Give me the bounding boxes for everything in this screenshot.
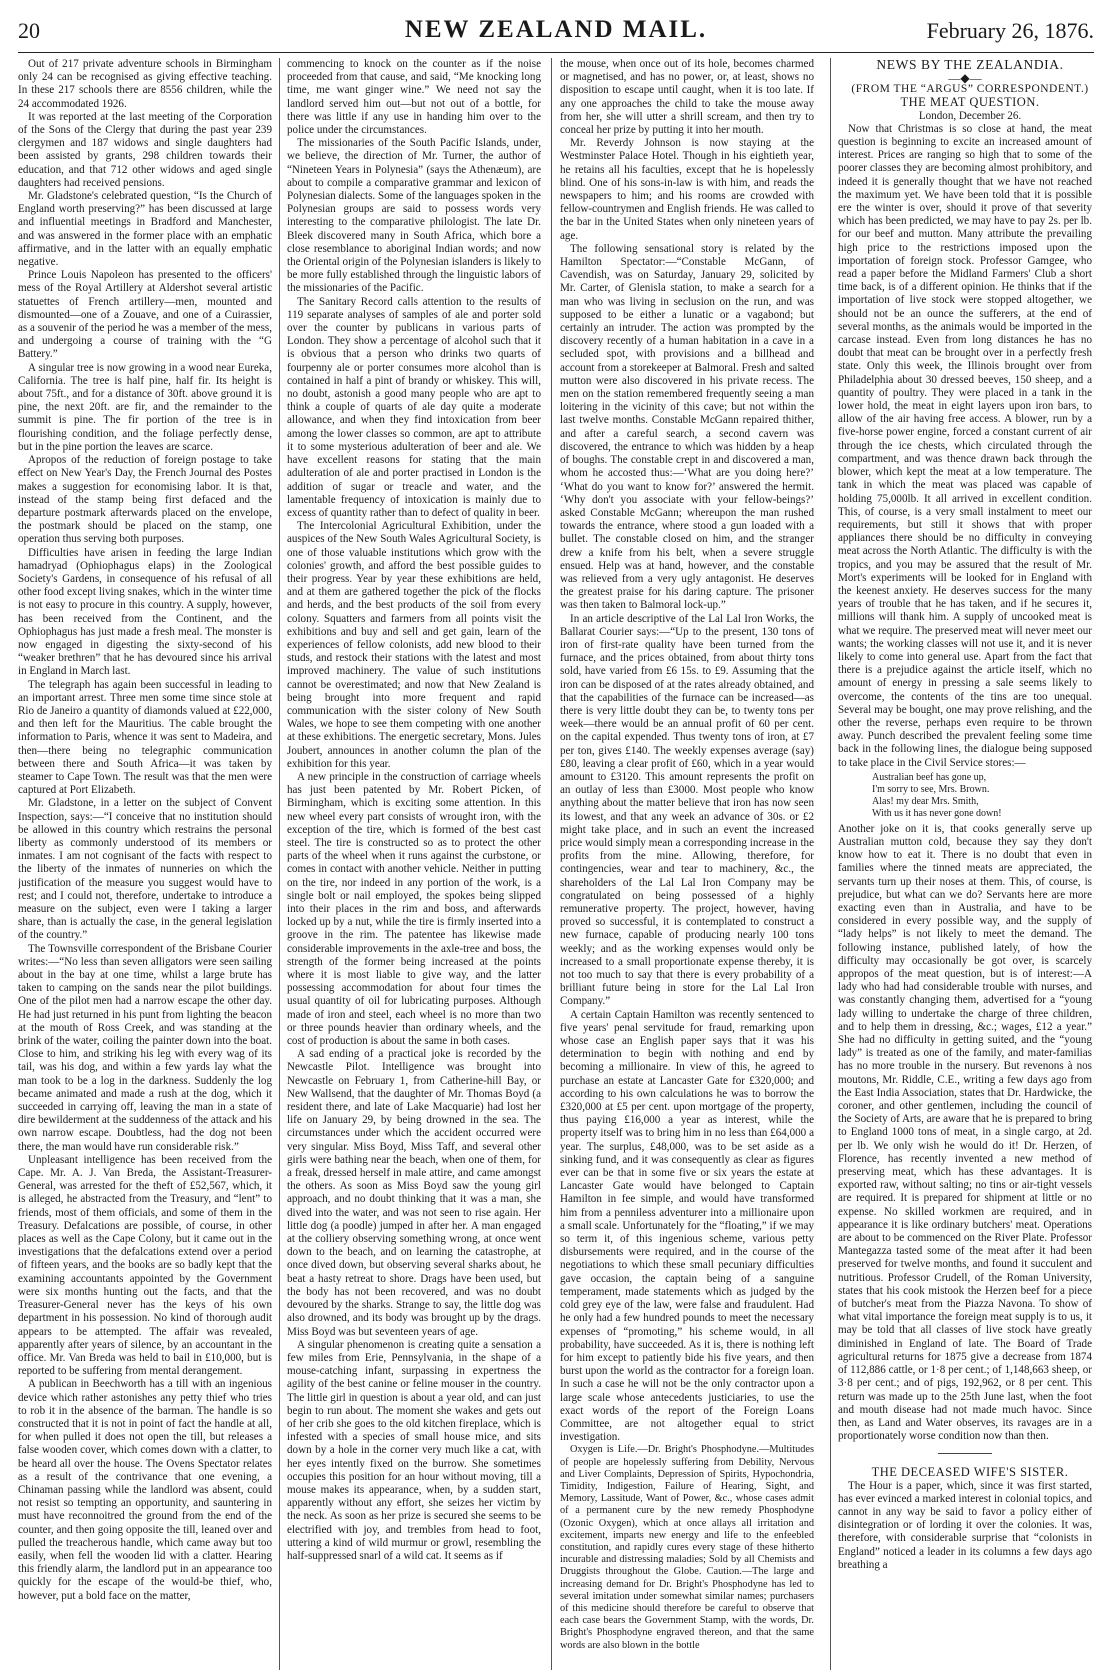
dateline: London, December 26. (918, 109, 1022, 122)
article-paragraph: Mr. Gladstone, in a letter on the subject of Convent Inspection, says:—“I conceive that no institution should be allowed in this country which restrains the personal liberty as commonly understood of its members or inmates. I am not cognisant of the facts with respect to the liberty of the inmates of nunneries on which the justification of the measure you suggest would have to rest; and I could not, therefore, undertake to introduce a measure on the subject, even were I taking a larger share, than is actually the case, in the general legislation of the country.” (18, 797, 272, 942)
article-paragraph: commencing to knock on the counter as if the noise proceeded from that cause, and said, “Me knocking long time, me want ginger wine.” We need not say the landlord served him out—but not out of a bottle, for there was little if any use in handing him over to the police under the circumstances. (287, 58, 541, 137)
column-1 (18, 58, 272, 1670)
article-paragraph: The missionaries of the South Pacific Islands, under, we believe, the direction of Mr. Turner, the author of “Nineteen Years in Polynesia” (says the Athenæum), are about to compile a comparative grammar and lexicon of Polynesian dialects. Some of the languages spoken in the Polynesian groups are said to possess words very interesting to the comparative philologist. The late Dr. Bleek discovered many in South Africa, which bore a close resemblance to aboriginal Indian words; and now the Oriental origin of the Polynesian islanders is likely to be more fully established through the linguistic labors of the missionaries of the Pacific. (287, 137, 541, 295)
advertisement: Oxygen is Life.—Dr. Bright's Phosphodyne.—Multitudes of people are hopelessly suffering from Debility, Nervous and Liver Complaints, Depression of Spirits, Hypochondria, Timidity, Indigestion, Failure of Hearing, Sight, and Memory, Lassitude, Want of Power, &c., whose cases admit of a permanent cure by the new remedy Phosphodyne (Ozonic Oxygen), which at once allays all irritation and excitement, imparts new energy and life to the enfeebled constitution, and rapidly cures every stage of these hitherto incurable and distressing maladies; Sold by all Chemists and Druggists throughout the Globe. Caution.—The large and increasing demand for Dr. Bright's Phosphodyne has led to several imitation under somewhat similar names; purchasers of this medicine should therefore be careful to observe that each case bears the Government Stamp, with the words, Dr. Bright's Phosphodyne engraved thereon, and that the same words are also blown in the bottle (560, 1444, 814, 1651)
article-paragraph: Unpleasant intelligence has been received from the Cape. Mr. A. J. Van Breda, the Assistant-Treasurer-General, was arrested for the theft of £52,567, which, it is alleged, he abstracted from the Treasury, and “lent” to friends, most of them officials, and some of them in the Treasury. Defalcations are possible, of course, in other places as well as the Cape Colony, but it came out in the investigations that the defalcations extend over a period of fifteen years, and the books are so badly kept that the examining accountants appointed by the Government were six months hunting out the facts, and that the Treasurer-General never has the keys of his own department in his possession. No kind of thorough audit appears to be attempted. The affair was revealed, apparently after years of silence, by an accountant in the office. Mr. Van Breda was held to bail in £10,000, but is reported to be suffering from mental derangement. (18, 1153, 272, 1378)
column-rule (279, 58, 280, 1670)
article-paragraph: Apropos of the reduction of foreign postage to take effect on New Year's Day, the French Journal des Postes makes a suggestion for economising labor. It is that, instead of the stamp being first defaced and the departure postmark afterwards placed on the envelope, the postmark should be placed on the stamp, one operation thus serving both purposes. (18, 454, 272, 546)
verse-line: Alas! my dear Mrs. Smith, (872, 795, 979, 807)
newspaper-title: NEW ZEALAND MAIL. (404, 16, 708, 43)
verse-line: With us it has never gone down! (872, 807, 1002, 819)
article-paragraph: Now that Christmas is so close at hand, the meat question is beginning to excite an increased amount of interest. Prices are ranging so high that to some of the poorer classes they are becoming almost prohibitory, and indeed it is generally thought that we have not reached the maximum yet. We have been told that it is possible ere the winter is over, should it prove of that severity which has been predicted, we may have to pay 2s. per lb. for our beef and mutton. Many attribute the prevailing high price to the restrictions imposed upon the importation of foreign stock. Professor Gamgee, who read a paper before the Midland Farmers' Club a short time back, is of a different opinion. He thinks that if the importation of live stock were stopped altogether, we should not be an ounce the sufferers, at the end of several months, as the animals would be imported in the carcase instead. Even from long distances he has no doubt that meat can be brought over in a perfectly fresh state. Only this week, the Illinois brought over from Philadelphia about 30 dressed beeves, 150 sheep, and a quantity of poultry. They were placed in a tank in the lower hold, the meat in eight layers upon iron bars, to allow of the air having free access. A blower, run by a five-horse power engine, forced a constant current of air through the ice chests, which circulated through the compartment, and was thence drawn back through the blower, which kept the meat at a low temperature. The tank in which the meat was placed was capable of holding 75,000lb. It all arrived in excellent condition. This, of course, is a very small instalment to meet our requirements, but still it shows that with proper appliances there should be no difficulty in conveying meat across the North Atlantic. The difficulty is with the tropics, and you may be assured that the result of Mr. Mort's experiments will be looked for in England with the keenest anxiety. He deserves success for the many years of trouble that he has taken, and if he secures it, millions will thank him. A supply of uncooked meat is what we require. The preserved meat will never meet our wants; the working classes will not use it, and it is never likely to come into general use. Apart from the fact that there is a prejudice against the article itself, which no amount of energy in pressing a sale seems likely to overcome, the contents of the tins are too unequal. Several may be bought, one may prove relishing, and the other the reverse, perhaps even require to be thrown away. Punch described the prevalent feeling some time back in the following lines, the dialogue being supposed to take place in the Civil Service stores:— (838, 122, 1092, 769)
page-number: 20 (18, 18, 40, 43)
article-paragraph: Mr. Gladstone's celebrated question, “Is the Church of England worth preserving?” has been discussed at large and influential meetings in Bradford and Manchester, and was answered in the former place with an emphatic affirmative, and in the latter with an equally emphatic negative. (18, 190, 272, 269)
column-rule (551, 58, 552, 1670)
column-3 (560, 58, 814, 1670)
byline: (FROM THE “ARGUS” CORRESPONDENT.) (851, 83, 1089, 96)
article-paragraph: Prince Louis Napoleon has presented to the officers' mess of the Royal Artillery at Aldershot several artistic statuettes of French artillery—men, mounted and dismounted—one of a Zouave, and one of a Cuirassier, as a souvenir of the period he was a member of the mess, and undergoing a course of training with the “G Battery.” (18, 269, 272, 361)
article-paragraph: The following sensational story is related by the Hamilton Spectator:—“Constable McGann, of Cavendish, was on Saturday, January 29, solicited by Mr. Carter, of Glenisla station, to make a search for a man who was living in seclusion on the run, and was supposed to be either a lunatic or a vagabond; but certainly an intruder. The action was prompted by the discovery recently of a human habitation in a cave in a secluded spot, with provisions and a billhead and account from a storekeeper at Balmoral. Fresh and salted mutton were also discovered in his private recess. The men on the station remembered frequently seeing a man loitering in the vicinity of this cave; but not within the last twelve months. Constable McGann repaired thither, and after a careful search, a second cavern was discovered, the entrance to which was hidden by a heap of boughs. The constable crept in and discovered a man, whom he accosted thus:—‘What are you doing here?’ ‘What do you want to know for?’ answered the hermit. ‘Why don't you associate with your fellow-beings?’ asked Constable McGann; whereupon the man rushed towards the entrance, where stood a gun loaded with a bullet. The constable closed on him, and the stranger drew a knife from his belt, when a severe struggle ensued. Help was at hand, however, and the constable was relieved from a very ugly antagonist. He deserves the greatest praise for his daring capture. The prisoner was then taken to Balmoral lock-up.” (560, 242, 814, 612)
section-headline: NEWS BY THE ZEALANDIA. (876, 58, 1064, 72)
verse-line: I'm sorry to see, Mrs. Brown. (872, 783, 990, 795)
article-paragraph: The Townsville correspondent of the Brisbane Courier writes:—“No less than seven alligators were seen sailing about in the bay at one time, whilst a large brute has taken to camping on the sands near the pilot buildings. One of the pilot men had a narrow escape the other day. He had just returned in his punt from lighting the beacon at the mouth of Ross Creek, and was standing at the brink of the water, coiling the painter down into the boat. Close to him, and striking his leg with every wag of its tail, was his dog, and within a few yards lay what the man took to be a log in the darkness. Suddenly the log became animated and made a rush at the dog, which it succeeded in carrying off, leaving the man in a state of dire bewilderment at the suddenness of the attack and his own narrow escape. Doubtless, had the dog not been there, the man would have run considerable risk.” (18, 942, 272, 1153)
verse (838, 772, 1092, 820)
article-paragraph: The Intercolonial Agricultural Exhibition, under the auspices of the New South Wales Agricultural Society, is one of those valuable institutions which grow with the colonies' growth, and afford the best possible guides to their progress. Year by year these exhibitions are held, and at them are gathered together the pick of the flocks and herds, and the best products of the soil from every colony. Squatters and farmers from all points visit the exhibitions and buy and sell and get gain, learn of the experiences of fellow colonists, add new blood to their studs, and restock their stations with the latest and most improved machinery. The value of such institutions cannot be overestimated; and now that New Zealand is being brought into more frequent and rapid communication with the sister colony of New South Wales, we hope to see them competing with one another at these exhibitions. The energetic secretary, Mons. Jules Joubert, announces in another column the plan of the exhibition for this year. (287, 520, 541, 770)
section-divider (938, 1453, 992, 1454)
masthead (18, 12, 1094, 53)
article-paragraph: Mr. Reverdy Johnson is now staying at the Westminster Palace Hotel. Though in his eightieth year, he retains all his faculties, except that he is hopelessly blind. One of his sons-in-law is with him, and reads the newspapers to him; and his rooms are crowded with fellow-countrymen and English friends. He was called to the bar in the United States when only nineteen years of age. (560, 137, 814, 242)
article-paragraph: Another joke on it is, that cooks generally serve up Australian mutton cold, because they say they don't know how to eat it. There is no doubt that even in families where the tinned meats are appreciated, the servants turn up their noses at them. This, of course, is prejudice, but what can we do? Servants here are more exacting even than in Australia, and have to be considered in every possible way, and the supply of “lady helps” is not likely to meet the demand. The following instance, published lately, of how the difficulty may occasionally be got over, is scarcely appropos of the meat question, but is of interest:—A lady who had had considerable trouble with nurses, and was constantly changing them, advertised for a “young lady willing to undertake the charge of three children, and to help them in dressing, &c.; wages, £12 a year.” She had no difficulty in getting suited, and the “young lady” is treated as one of the family, and mater-familias has no more trouble in the nursery. But revenons à nos moutons, Mr. Riddle, C.E., writing a few days ago from the East India Association, states that Dr. Hardwicke, the coroner, and other gentlemen, including the council of the Society of Arts, are aware that he is prepared to bring to England 1000 tons of meat, in a single cargo, at 2d. per lb. We only wish he would do it! Dr. Herzen, of Florence, has recently invented a new method of preserving meat, which has these advantages. It is exported raw, without salting; no tins or air-tight vessels are required. It is prepared for shipment at little or no expense. No skilled workmen are required, and in appearance it is like ordinary butchers' meat. Operations are about to be commenced on the River Plate. Professor Mantegazza tasted some of the meat after it had been preserved for twelve months, and found it succulent and nutritious. Professor Crudell, of the Roman University, states that his cook mistook the Herzen beef for a piece of butcher's meat from the Piazza Navona. To show of what vital importance the foreign meat supply is to us, it may be told that all classes of live stock have greatly diminished in England of late. The Board of Trade agricultural returns for 1875 give a decrease from 1874 of 112,886 cattle, or 1·8 per cent.; of 1,148,663 sheep, or 3·8 per cent.; and of pigs, 192,962, or 8 per cent. This return was made up to the 25th June last, when the foot and mouth disease had not made much havoc. Since then, as Land and Water observes, its ravages are in a proportionately worse condition now than then. (838, 822, 1092, 1443)
issue-date: February 26, 1876. (926, 18, 1094, 43)
article-paragraph: The telegraph has again been successful in leading to an important arrest. Three men some time since stole at Rio de Janeiro a quantity of diamonds valued at £22,000, and then left for the Mauritius. The cable brought the information to Paris, whence it was sent to Madeira, and then—there being no telegraphic communication between there and South Africa—it was taken by steamer to Cape Town. The result was that the men were captured at Port Elizabeth. (18, 678, 272, 797)
article-paragraph: A singular phenomenon is creating quite a sensation a few miles from Erie, Pennsylvania, in the shape of a mouse-catching infant, surpassing in expertness the agility of the best canine or feline mouser in the country. The little girl in question is about a year old, and can just begin to run about. The moment she wakes and gets out of her crib she goes to the old kitchen fireplace, which is infested with a species of small house mice, and sits down by a hole in the corner very much like a cat, with her eyes intently fixed on the burrow. She sometimes occupies this position for an hour without moving, till a mouse makes its appearance, when, by a sudden start, apparently without any effort, she seizes her victim by the neck. As soon as her prize is secured she seems to be electrified with joy, and trembles from head to foot, uttering a kind of wild murmur or growl, resembling the half-suppressed snarl of a wild cat. It seems as if (287, 1338, 541, 1562)
article-paragraph: A publican in Beechworth has a till with an ingenious device which rather astonishes any petty thief who tries to rob it in the absence of the barman. The handle is so constructed that it is not in point of fact the handle at all, for when pulled it does not open the till, but releases a false wooden cover, which comes down with a clatter, to be heard all over the house. The Ovens Spectator relates as a result of the contrivance that one evening, a Chinaman passing while the landlord was absent, could not resist so tempting an opportunity, and sauntering in must have reconnoitred the ground from the end of the counter, and then going opposite the till, leaned over and pulled the treacherous handle, which came away but too easily, when fell the wooden lid with a clatter. Hearing this friendly alarm, the landlord put in an appearance too quickly for the escape of the would-be thief, who, however, put a bold face on the matter, (18, 1378, 272, 1602)
verse-line: Australian beef has gone up, (872, 771, 987, 783)
column-2 (287, 58, 541, 1670)
article-paragraph: Out of 217 private adventure schools in Birmingham only 24 can be recognised as giving effective teaching. In these 217 schools there are 8556 children, while the 24 accommodated 1926. (18, 58, 272, 110)
article-paragraph: A sad ending of a practical joke is recorded by the Newcastle Pilot. Intelligence was brought into Newcastle on February 1, from Catherine-hill Bay, or New Wallsend, that the daughter of Mr. Thomas Boyd (a resident there, and late of Lake Macquarie) had lost her life on January 29, by being drowned in the sea. The circumstances under which the accident occurred were very singular. Miss Boyd, Miss Taff, and several other girls were bathing near the beach, when one of them, for a freak, dressed herself in male attire, and came amongst the others. As soon as Miss Boyd saw the young girl approach, and no doubt thinking that it was a man, she dived into the water, and was not seen to rise again. Her little dog (a poodle) jumped in after her. A man engaged at the colliery observing something wrong, at once went down to the beach, and on learning the catastrophe, at once dived down, but observing several sharks about, he beat a hasty retreat to shore. Drags have been used, but the body has not been recovered, and was no doubt devoured by the sharks. Strange to say, the little dog was also drowned, and its body was brought up by the drags. Miss Boyd was but seventeen years of age. (287, 1048, 541, 1338)
article-paragraph: In an article descriptive of the Lal Lal Iron Works, the Ballarat Courier says:—“Up to the present, 130 tons of iron of first-rate quality have been turned from the furnace, and the prices obtained, from about thirty tons sold, have varied from £6 15s. to £9. Assuming that the iron can be disposed of at the rates already obtained, and that the capabilities of the furnace can be increased—as there is very little doubt they can be, to twenty tons per week—there would be an annual profit of 60 per cent. on the capital expended. Thus twenty tons of iron, at £7 per ton, gives £140. The weekly expenses average (say) £80, leaving a clear profit of £60, which in a year would amount to £3120. This amount represents the profit on an outlay of less than £3000. Most people who know anything about the matter believe that iron has now seen its lowest, and that any week an advance of 30s. or £2 might take place, and in such an event the increased price would simply mean a corresponding increase in the profits from the mine. Allowing, therefore, for contingencies, wear and tear to machinery, &c., the shareholders of the Lal Lal Iron Company may be congratulated on being possessed of a highly remunerative property. The project, however, having proved so successful, it is contemplated to construct a new furnace, capable of producing nearly 100 tons weekly; and as the working expenses would only be increased to a small proportionate expense thereby, it is not too much to say that there is every probability of a brilliant future being in store for the Lal Lal Iron Company.” (560, 612, 814, 1008)
article-paragraph: The Hour is a paper, which, since it was first started, has ever evinced a marked interest in colonial topics, and cannot in any way be said to favor a policy either of disintegration or of lording it over the colonies. It was, therefore, with considerable surprise that “colonists in England” noticed a leader in its columns a few days ago breathing a (838, 1479, 1092, 1571)
section-title: THE MEAT QUESTION. (900, 95, 1040, 110)
article-paragraph: A singular tree is now growing in a wood near Eureka, California. The tree is half pine, half fir. Its height is about 75ft., and for a distance of 30ft. above ground it is pine, the next 20ft. are fir, and the remainder to the summit is pine. The fir portion of the tree is in flourishing condition, and the foliage perfectly dense, but in the pine portion the leaves are scarce. (18, 361, 272, 453)
section-title: THE DECEASED WIFE'S SISTER. (871, 1465, 1069, 1480)
article-paragraph: A new principle in the construction of carriage wheels has just been patented by Mr. Robert Picken, of Birmingham, which is exciting some attention. In this new wheel every part consists of wrought iron, with the exception of the tire, which is formed of the best cast steel. The tire is constructed so as to protect the other parts of the wheel when it runs against the curbstone, or comes in contact with another vehicle. Neither in putting on the tire, nor indeed in any portion of the work, is a single bolt or nail employed, the spokes being slipped into their places in the rim and boss, and afterwards locked up by a nut, while the tire is firmly inserted into a groove in the rim. The patentee has likewise made considerable improvements in the axle-tree and boss, the strength of the former being increased at the points where it is most liable to give way, and the latter possessing accommodation for about four times the usual quantity of oil for lubricating purposes. Although made of iron and steel, each wheel is no more than two or three pounds heavier than ordinary wheels, and the cost of production is about the same in both cases. (287, 770, 541, 1048)
article-paragraph: The Sanitary Record calls attention to the results of 119 separate analyses of samples of ale and porter sold over the counter by publicans in various parts of London. They show a percentage of alcohol such that it is obvious that a person who drinks two quarts of fourpenny ale or porter consumes more alcohol than is contained in half a pint of brandy or whiskey. This will, no doubt, astonish a good many people who are apt to think a couple of quarts of ale day quite a moderate allowance, and when they find intoxication from beer among the lower classes so common, are apt to attribute it to some mysterious adulteration of beer and ale. We have excellent reasons for stating that the main adulteration of ale and porter practised in London is the addition of sugar or treacle and water, and the lamentable frequency of intoxication is mainly due to excess of quantity rather than to defect of quality in beer. (287, 295, 541, 519)
article-paragraph: A certain Captain Hamilton was recently sentenced to five years' penal servitude for fraud, remarking upon whose case an English paper says that it was his determination to begin with nothing and end by becoming a millionaire. In view of this, he agreed to purchase an estate at Lancaster Gate for £320,000; and according to his own calculations he was to borrow the £320,000 at £5 per cent. upon mortgage of the property, thus paying £16,000 a year as interest, while the property itself was to bring him in no less than £64,000 a year. The surplus, £48,000, was to be set aside as a sinking fund, and it was consequently as clear as figures ever can be that in some five or six years the estate at Lancaster Gate would have belonged to Captain Hamilton in fee simple, and would have transformed him from a penniless adventurer into a millionaire upon a small scale. Unfortunately for the “floating,” if we may so term it, of this ingenious scheme, various petty disbursements were required, and in the course of the negotiations to which these small pecuniary difficulties gave occasion, the captain being of a sanguine temperament, made statements which as judged by the cold grey eye of the law, were false and fraudulent. Had he only had a few hundred pounds to meet the necessary expenses of “promoting,” his scheme would, in all probability, have succeeded. As it is, there is nothing left for him except to patiently bide his five years, and then burst upon the world as the contractor for a foreign loan. In such a case he will not be the only contractor upon a large scale whose antecedents justiciaries, to use the exact words of the report of the Foreign Loans Committee, are not altogether equal to strict investigation. (560, 1008, 814, 1444)
ornament-rule: —◆— (948, 71, 982, 86)
column-4 (838, 58, 1092, 1670)
article-paragraph: Difficulties have arisen in feeding the large Indian hamadryad (Ophiophagus elaps) in the Zoological Society's Gardens, in consequence of his refusal of all other food except living snakes, which in the winter time is not easy to procure in this country. A supply, however, has been received from the Continent, and the Ophiophagus has just made a fresh meal. The monster is now engaged in digesting the sixty-second of his “weaker brethren” that he has devoured since his arrival in England in March last. (18, 546, 272, 678)
article-paragraph: the mouse, when once out of its hole, becomes charmed or magnetised, and has no power, or, at least, shows no disposition to escape until caught, when it is too late. If any one approaches the child to take the mouse away from her, she will utter a shrill scream, and then try to conceal her prize by putting it into her mouth. (560, 58, 814, 137)
article-paragraph: It was reported at the last meeting of the Corporation of the Sons of the Clergy that during the past year 239 clergymen and 187 widows and single daughters had been assisted by grants, 298 children towards their education, and that 712 other widows and aged single daughters had received pensions. (18, 110, 272, 189)
column-rule (830, 58, 831, 1670)
